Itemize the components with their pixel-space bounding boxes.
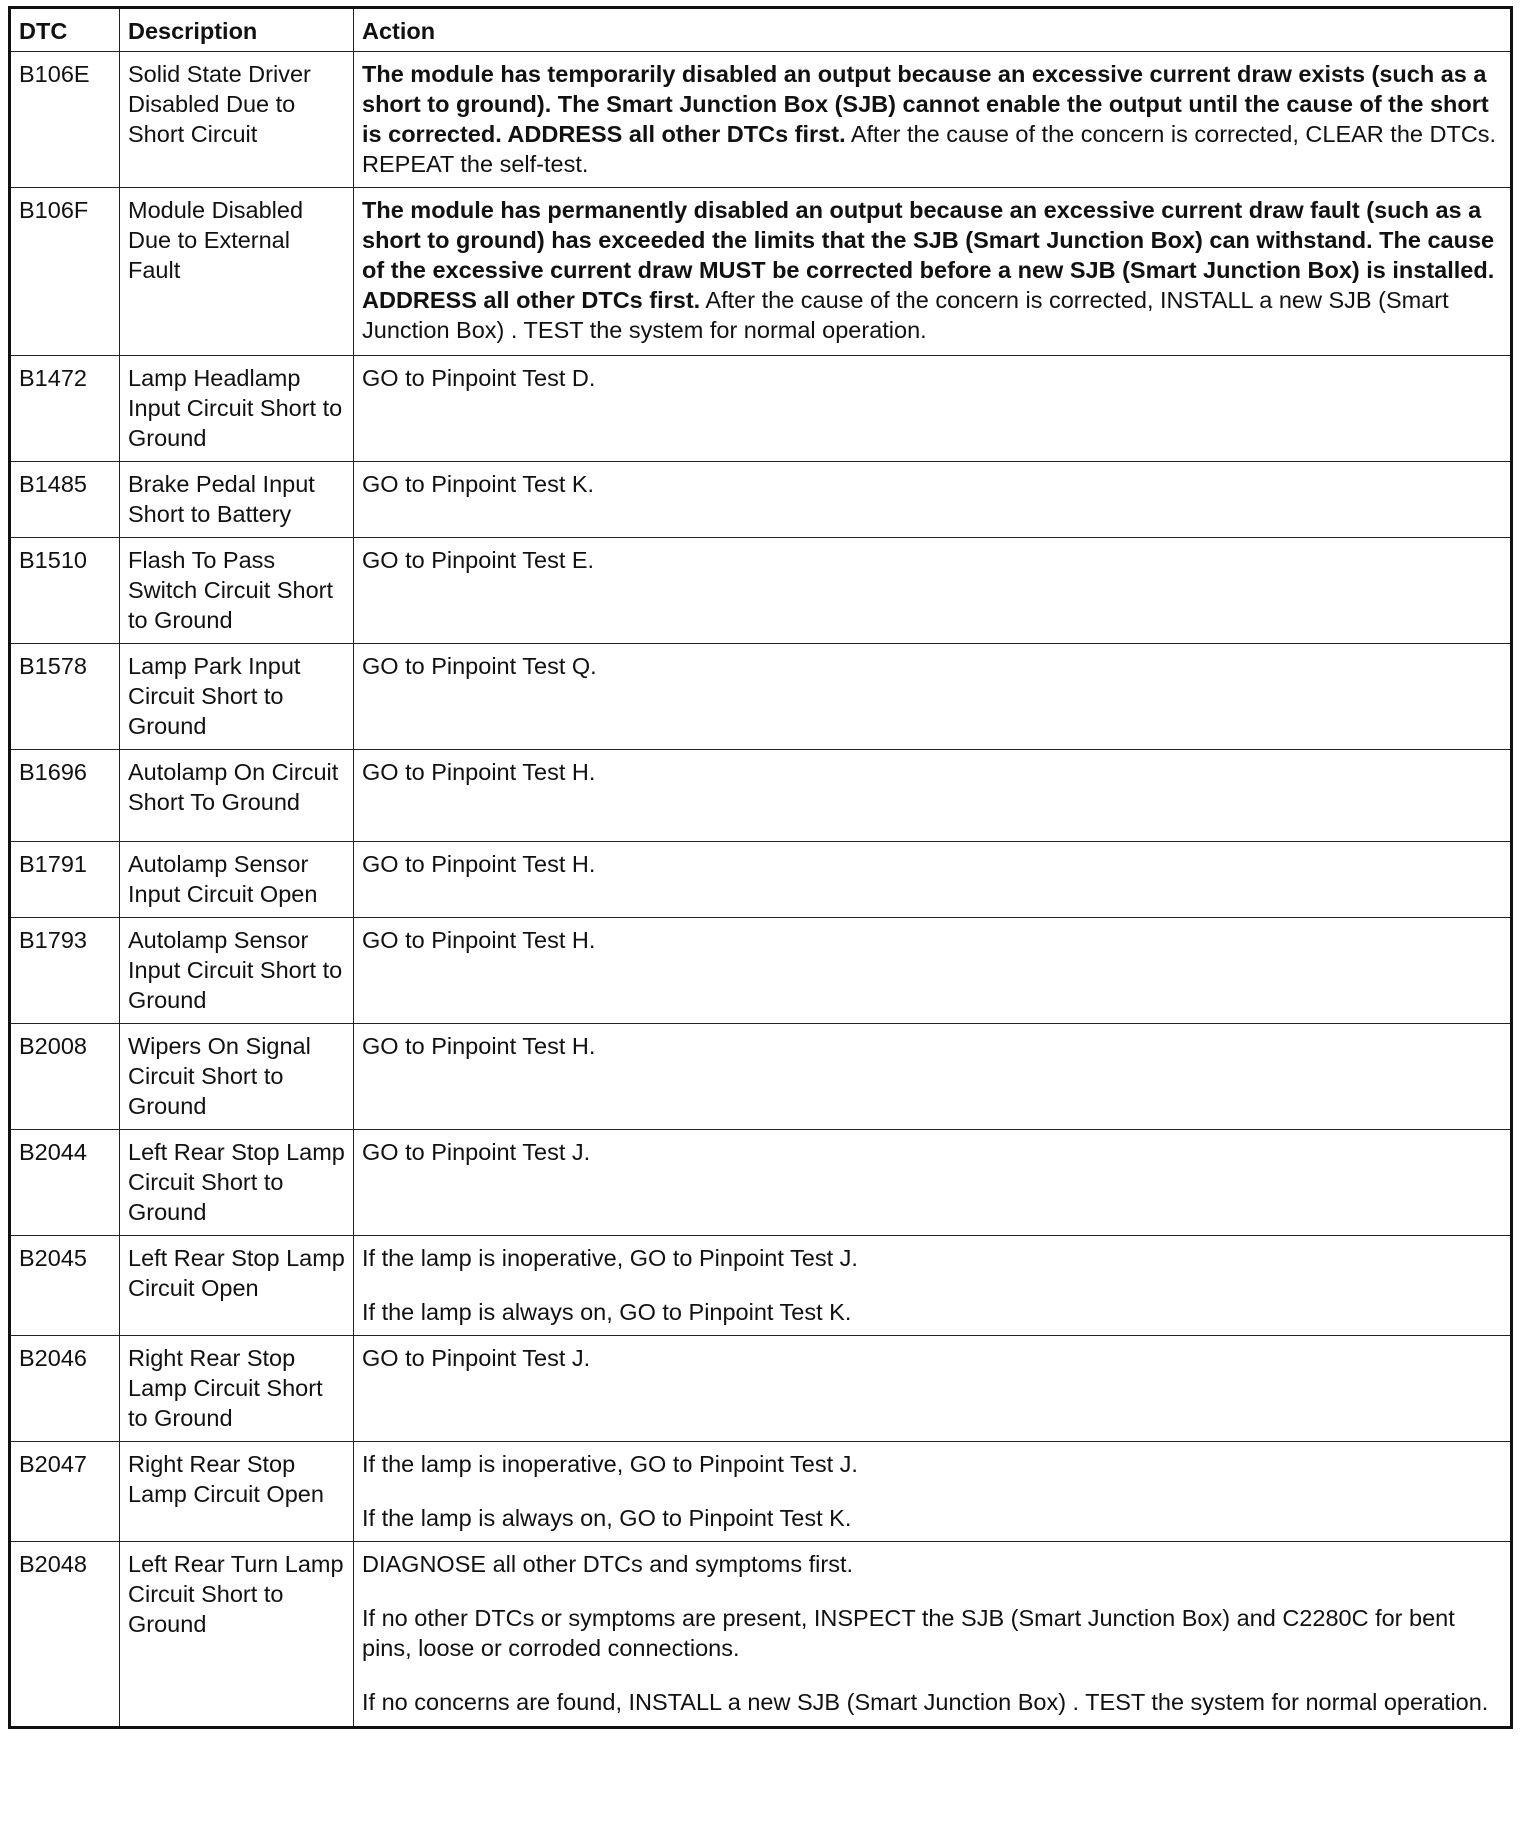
action-text: GO to Pinpoint Test H. (362, 851, 596, 877)
action-text: GO to Pinpoint Test J. (362, 1139, 591, 1165)
action-bold-text: The module has temporarily disabled an output because an excessive current draw exists (such as a short to ground). The Smart Junction Box (SJB) cannot enable the output until the cause of the short is corrected. ADDRESS all other DTCs first. (362, 61, 1489, 147)
table-row (10, 462, 1512, 538)
action-paragraph (362, 195, 1502, 345)
action-paragraph (362, 1297, 1502, 1327)
action-paragraph (362, 1549, 1502, 1579)
dtc-description: Autolamp Sensor Input Circuit Short to Ground (120, 918, 354, 1024)
dtc-description: Brake Pedal Input Short to Battery (120, 462, 354, 538)
dtc-code: B2048 (10, 1542, 120, 1728)
table-row (10, 1236, 1512, 1336)
table-body (10, 52, 1512, 1728)
action-text: GO to Pinpoint Test Q. (362, 653, 597, 679)
header-row (10, 8, 1512, 52)
dtc-action (354, 750, 1512, 842)
action-paragraph (362, 925, 1502, 955)
dtc-action (354, 1130, 1512, 1236)
action-paragraph (362, 1243, 1502, 1273)
action-text: GO to Pinpoint Test H. (362, 759, 596, 785)
dtc-description: Left Rear Stop Lamp Circuit Open (120, 1236, 354, 1336)
dtc-code: B2008 (10, 1024, 120, 1130)
dtc-action (354, 462, 1512, 538)
table-row (10, 538, 1512, 644)
action-text: GO to Pinpoint Test H. (362, 1033, 596, 1059)
dtc-code: B1472 (10, 356, 120, 462)
action-text: If the lamp is inoperative, GO to Pinpoint Test J. (362, 1451, 858, 1477)
table-row (10, 356, 1512, 462)
table-row (10, 1542, 1512, 1728)
dtc-description: Wipers On Signal Circuit Short to Ground (120, 1024, 354, 1130)
action-text: GO to Pinpoint Test D. (362, 365, 596, 391)
action-text: If no other DTCs or symptoms are present, INSPECT the SJB (Smart Junction Box) and C2280C for bent pins, loose or corroded connections. (362, 1605, 1455, 1661)
table-row (10, 1442, 1512, 1542)
action-paragraph (362, 1503, 1502, 1533)
action-paragraph (362, 1343, 1502, 1373)
dtc-description: Module Disabled Due to External Fault (120, 188, 354, 356)
dtc-code: B106F (10, 188, 120, 356)
dtc-code: B1793 (10, 918, 120, 1024)
action-text: After the cause of the concern is corrected, INSTALL a new SJB (Smart Junction Box) . TEST the system for normal operation. (362, 287, 1449, 343)
action-text: GO to Pinpoint Test E. (362, 547, 595, 573)
action-text: GO to Pinpoint Test K. (362, 471, 595, 497)
action-paragraph (362, 1603, 1502, 1663)
table-row (10, 52, 1512, 188)
action-paragraph (362, 757, 1502, 787)
action-text: If no concerns are found, INSTALL a new SJB (Smart Junction Box) . TEST the system for normal operation. (362, 1689, 1489, 1715)
dtc-code: B2044 (10, 1130, 120, 1236)
dtc-action (354, 52, 1512, 188)
table-row (10, 1130, 1512, 1236)
action-text: GO to Pinpoint Test H. (362, 927, 596, 953)
dtc-code: B1696 (10, 750, 120, 842)
dtc-action (354, 1236, 1512, 1336)
dtc-code: B1510 (10, 538, 120, 644)
action-paragraph (362, 1137, 1502, 1167)
dtc-table (8, 6, 1513, 1729)
dtc-description: Lamp Park Input Circuit Short to Ground (120, 644, 354, 750)
dtc-description: Left Rear Turn Lamp Circuit Short to Ground (120, 1542, 354, 1728)
dtc-code: B2045 (10, 1236, 120, 1336)
dtc-description: Left Rear Stop Lamp Circuit Short to Ground (120, 1130, 354, 1236)
table-row (10, 644, 1512, 750)
table-row (10, 188, 1512, 356)
action-text: After the cause of the concern is corrected, CLEAR the DTCs. REPEAT the self-test. (362, 121, 1497, 177)
dtc-action (354, 644, 1512, 750)
header-description: Description (120, 8, 354, 52)
table-row (10, 750, 1512, 842)
header-action: Action (354, 8, 1512, 52)
action-paragraph (362, 1031, 1502, 1061)
action-paragraph (362, 469, 1502, 499)
dtc-action (354, 918, 1512, 1024)
header-dtc: DTC (10, 8, 120, 52)
action-bold-text: The module has permanently disabled an output because an excessive current draw fault (such as a short to ground) has exceeded the limits that the SJB (Smart Junction Box) can withstand. The cause of the excessive current draw MUST be corrected before a new SJB (Smart Junction Box) is installed. ADDRESS all other DTCs first. (362, 197, 1495, 313)
dtc-description: Autolamp Sensor Input Circuit Open (120, 842, 354, 918)
action-paragraph (362, 1687, 1502, 1717)
dtc-action (354, 842, 1512, 918)
action-paragraph (362, 651, 1502, 681)
dtc-code: B1485 (10, 462, 120, 538)
action-text: DIAGNOSE all other DTCs and symptoms first. (362, 1551, 854, 1577)
dtc-action (354, 188, 1512, 356)
action-text: If the lamp is inoperative, GO to Pinpoint Test J. (362, 1245, 858, 1271)
dtc-description: Right Rear Stop Lamp Circuit Open (120, 1442, 354, 1542)
action-text: If the lamp is always on, GO to Pinpoint Test K. (362, 1505, 852, 1531)
table-row (10, 918, 1512, 1024)
dtc-description: Right Rear Stop Lamp Circuit Short to Ground (120, 1336, 354, 1442)
action-text: If the lamp is always on, GO to Pinpoint Test K. (362, 1299, 852, 1325)
dtc-action (354, 1336, 1512, 1442)
table-row (10, 1336, 1512, 1442)
dtc-action (354, 1024, 1512, 1130)
dtc-code: B1791 (10, 842, 120, 918)
table-row (10, 842, 1512, 918)
dtc-action (354, 1442, 1512, 1542)
dtc-description: Autolamp On Circuit Short To Ground (120, 750, 354, 842)
dtc-description: Flash To Pass Switch Circuit Short to Ground (120, 538, 354, 644)
dtc-description: Solid State Driver Disabled Due to Short Circuit (120, 52, 354, 188)
action-paragraph (362, 545, 1502, 575)
action-paragraph (362, 849, 1502, 879)
action-paragraph (362, 1449, 1502, 1479)
dtc-code: B2047 (10, 1442, 120, 1542)
dtc-code: B2046 (10, 1336, 120, 1442)
action-paragraph (362, 363, 1502, 393)
action-paragraph (362, 59, 1502, 179)
dtc-code: B1578 (10, 644, 120, 750)
dtc-action (354, 1542, 1512, 1728)
dtc-action (354, 538, 1512, 644)
dtc-description: Lamp Headlamp Input Circuit Short to Ground (120, 356, 354, 462)
table-row (10, 1024, 1512, 1130)
dtc-action (354, 356, 1512, 462)
action-text: GO to Pinpoint Test J. (362, 1345, 591, 1371)
dtc-code: B106E (10, 52, 120, 188)
